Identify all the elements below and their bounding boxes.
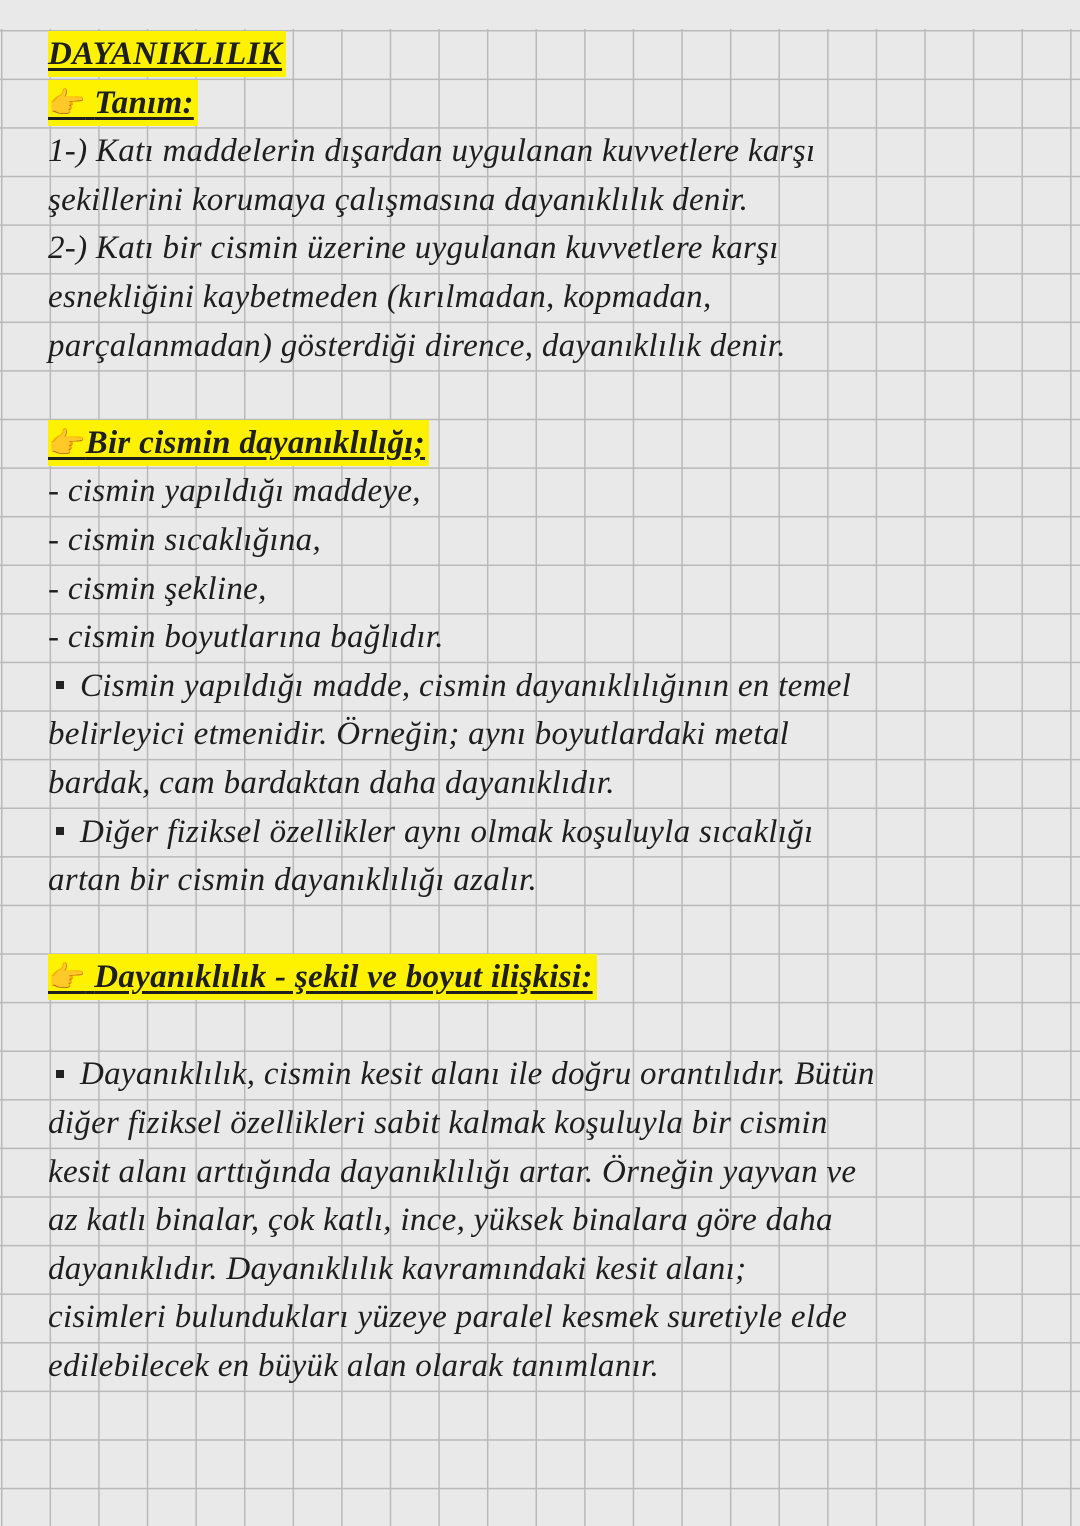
title-row: [48, 30, 1058, 79]
page-top-margin: [0, 0, 1080, 29]
blank-line: [48, 370, 1058, 419]
bullet-line: [48, 808, 1058, 857]
pointing-hand-icon: 👉: [48, 426, 86, 460]
list-item: - cismin boyutlarına bağlıdır.: [48, 619, 444, 656]
note-page: [48, 30, 1058, 1391]
bullet-line: [48, 662, 1058, 711]
shape-heading-row: [48, 953, 1058, 1002]
text-line: Diğer fiziksel özellikler aynı olmak koşuluyla sıcaklığı: [80, 813, 814, 850]
list-item: - cismin sıcaklığına,: [48, 521, 322, 558]
text-line: dayanıklıdır. Dayanıklılık kavramındaki kesit alanı;: [48, 1250, 747, 1287]
blank-line: [48, 1002, 1058, 1051]
factors-heading-row: [48, 419, 1058, 468]
text-line: 2-) Katı bir cismin üzerine uygulanan kuvvetlere karşı: [48, 230, 779, 267]
text-line: Dayanıklılık, cismin kesit alanı ile doğru orantılıdır. Bütün: [80, 1056, 875, 1093]
page-title: DAYANIKLILIK: [48, 31, 286, 77]
text-line: 1-) Katı maddelerin dışardan uygulanan kuvvetlere karşı: [48, 133, 816, 170]
shape-heading: [48, 954, 597, 1000]
shape-heading-text: Dayanıklılık - şekil ve boyut ilişkisi:: [94, 959, 593, 996]
text-line: diğer fiziksel özellikleri sabit kalmak koşuluyla bir cismin: [48, 1105, 828, 1142]
text-line: cisimleri bulundukları yüzeye paralel kesmek suretiyle elde: [48, 1299, 848, 1336]
text-line: esnekliğini kaybetmeden (kırılmadan, kopmadan,: [48, 278, 712, 315]
definition-heading-row: [48, 79, 1058, 128]
bullet-icon: [56, 827, 64, 835]
pointing-hand-icon: 👉: [48, 961, 86, 995]
list-item: - cismin şekline,: [48, 570, 267, 607]
list-item: - cismin yapıldığı maddeye,: [48, 473, 421, 510]
factors-heading: [48, 420, 429, 466]
bullet-icon: [56, 1070, 64, 1078]
text-line: bardak, cam bardaktan daha dayanıklıdır.: [48, 764, 615, 801]
text-line: şekillerini korumaya çalışmasına dayanıklılık denir.: [48, 181, 749, 218]
blank-line: [48, 905, 1058, 954]
text-line: edilebilecek en büyük alan olarak tanımlanır.: [48, 1348, 660, 1385]
factors-heading-text: Bir cismin dayanıklılığı;: [85, 424, 426, 461]
text-line: az katlı binalar, çok katlı, ince, yüksek binalara göre daha: [48, 1202, 833, 1239]
text-line: belirleyici etmenidir. Örneğin; aynı boyutlardaki metal: [48, 716, 790, 753]
pointing-hand-icon: 👉: [48, 86, 86, 120]
bullet-line: [48, 1050, 1058, 1099]
bullet-icon: [56, 681, 64, 689]
text-line: parçalanmadan) gösterdiği dirence, dayanıklılık denir.: [48, 327, 786, 364]
text-line: artan bir cismin dayanıklılığı azalır.: [48, 862, 537, 899]
text-line: kesit alanı arttığında dayanıklılığı artar. Örneğin yayvan ve: [48, 1153, 857, 1190]
text-line: Cismin yapıldığı madde, cismin dayanıklılığının en temel: [80, 667, 852, 704]
definition-heading-text: Tanım:: [94, 84, 194, 121]
definition-heading: [48, 80, 198, 126]
